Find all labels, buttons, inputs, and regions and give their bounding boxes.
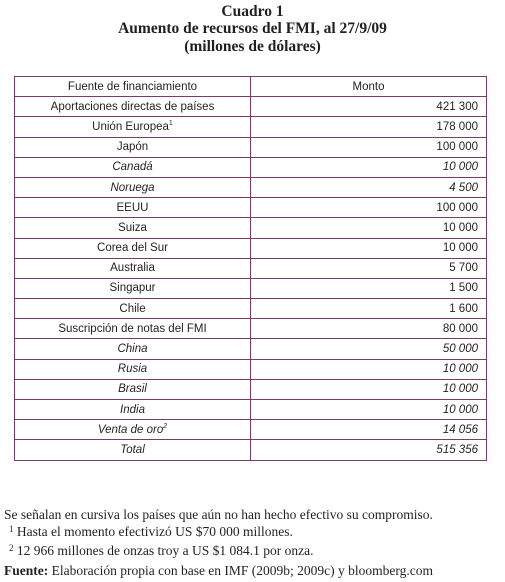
row-amount-cell: 5 700	[251, 258, 487, 278]
row-source-label: Corea del Sur	[97, 242, 168, 255]
row-source-cell	[15, 400, 251, 420]
row-source-cell	[15, 339, 251, 359]
row-source-label: China	[117, 343, 148, 356]
row-source-cell	[15, 420, 251, 440]
table-row	[15, 359, 487, 379]
financing-table	[14, 76, 487, 461]
row-amount-cell: 1 600	[251, 299, 487, 319]
footnote-marker: 2	[163, 422, 168, 430]
row-source-label: Brasil	[118, 383, 147, 396]
table-body	[15, 97, 487, 460]
table-row	[15, 319, 487, 339]
row-source-cell	[15, 258, 251, 278]
table-row	[15, 117, 487, 137]
row-source-label: Japón	[116, 141, 149, 154]
row-amount-cell: 10 000	[251, 157, 487, 177]
row-source-cell	[15, 278, 251, 298]
row-source-label: India	[120, 403, 145, 416]
row-amount-cell: 50 000	[251, 339, 487, 359]
table-row	[15, 258, 487, 278]
table-row	[15, 177, 487, 197]
footnote-2-text: 12 966 millones de onzas troy a US $1 084.1 por onza.	[13, 543, 314, 558]
row-source-cell	[15, 440, 251, 460]
row-amount-cell: 80 000	[251, 319, 487, 339]
row-source-label: Chile	[119, 302, 146, 315]
footnote-2-mark: 2	[9, 543, 14, 553]
row-source-label: Canadá	[112, 161, 153, 174]
row-source-label: Suscripción de notas del FMI	[58, 322, 207, 335]
table-row	[15, 379, 487, 399]
table-row	[15, 339, 487, 359]
row-source-cell	[15, 117, 251, 137]
table-row	[15, 198, 487, 218]
table-row	[15, 97, 487, 117]
table-row	[15, 218, 487, 238]
source-label: Fuente:	[4, 563, 49, 578]
row-source-label: Noruega	[110, 181, 155, 194]
row-source-label: Unión Europea	[92, 120, 169, 133]
row-source-label: Suiza	[118, 221, 147, 234]
row-amount-cell: 100 000	[251, 198, 487, 218]
row-amount-cell: 10 000	[251, 238, 487, 258]
row-source-cell	[15, 238, 251, 258]
row-source-label: Total	[120, 443, 145, 456]
footnote-marker: 1	[168, 119, 173, 127]
row-amount-cell: 10 000	[251, 359, 487, 379]
footnote-1	[9, 523, 505, 540]
row-amount-cell: 1 500	[251, 278, 487, 298]
table-title: Aumento de recursos del FMI, al 27/9/09	[118, 20, 387, 37]
row-source-label: Venta de oro	[97, 423, 164, 436]
row-source-cell	[15, 359, 251, 379]
row-source-cell	[15, 157, 251, 177]
row-source-cell	[15, 97, 251, 117]
row-source-label: Rusia	[117, 363, 148, 376]
row-source-cell	[15, 299, 251, 319]
row-amount-cell: 14 056	[251, 420, 487, 440]
row-amount-cell: 100 000	[251, 137, 487, 157]
table-row	[15, 400, 487, 420]
row-source-label: Aportaciones directas de países	[50, 100, 215, 113]
row-source-cell	[15, 137, 251, 157]
source-note	[4, 562, 504, 579]
table-number: Cuadro 1	[221, 3, 284, 20]
row-source-cell	[15, 319, 251, 339]
table-row	[15, 440, 487, 460]
table-row	[15, 238, 487, 258]
row-source-label: EEUU	[116, 201, 149, 214]
table-row	[15, 278, 487, 298]
source-text: Elaboración propia con base en IMF (2009b; 2009c) y bloomberg.com	[48, 563, 434, 578]
footnote-1-mark: 1	[9, 524, 14, 534]
row-amount-cell: 421 300	[251, 97, 487, 117]
row-amount-cell: 10 000	[251, 218, 487, 238]
footnote-2	[9, 542, 505, 559]
row-source-label: Singapur	[109, 282, 156, 295]
row-source-cell	[15, 379, 251, 399]
column-header-source: Fuente de financiamiento	[15, 77, 251, 97]
table-row	[15, 299, 487, 319]
row-source-label: Australia	[110, 262, 155, 275]
row-amount-cell: 10 000	[251, 400, 487, 420]
row-source-cell	[15, 177, 251, 197]
table-header-row	[15, 77, 487, 97]
row-source-cell	[15, 218, 251, 238]
italic-note: Se señalan en cursiva los países que aún no han hecho efectivo su compromiso.	[4, 507, 433, 522]
column-header-amount: Monto	[251, 77, 487, 97]
table-row	[15, 157, 487, 177]
row-amount-cell: 515 356	[251, 440, 487, 460]
row-amount-cell: 178 000	[251, 117, 487, 137]
table-units: (millones de dólares)	[184, 38, 321, 55]
row-amount-cell: 4 500	[251, 177, 487, 197]
table-row	[15, 137, 487, 157]
row-amount-cell: 10 000	[251, 379, 487, 399]
table-row	[15, 420, 487, 440]
row-source-cell	[15, 198, 251, 218]
footnote-1-text: Hasta el momento efectivizó US $70 000 millones.	[13, 524, 293, 539]
